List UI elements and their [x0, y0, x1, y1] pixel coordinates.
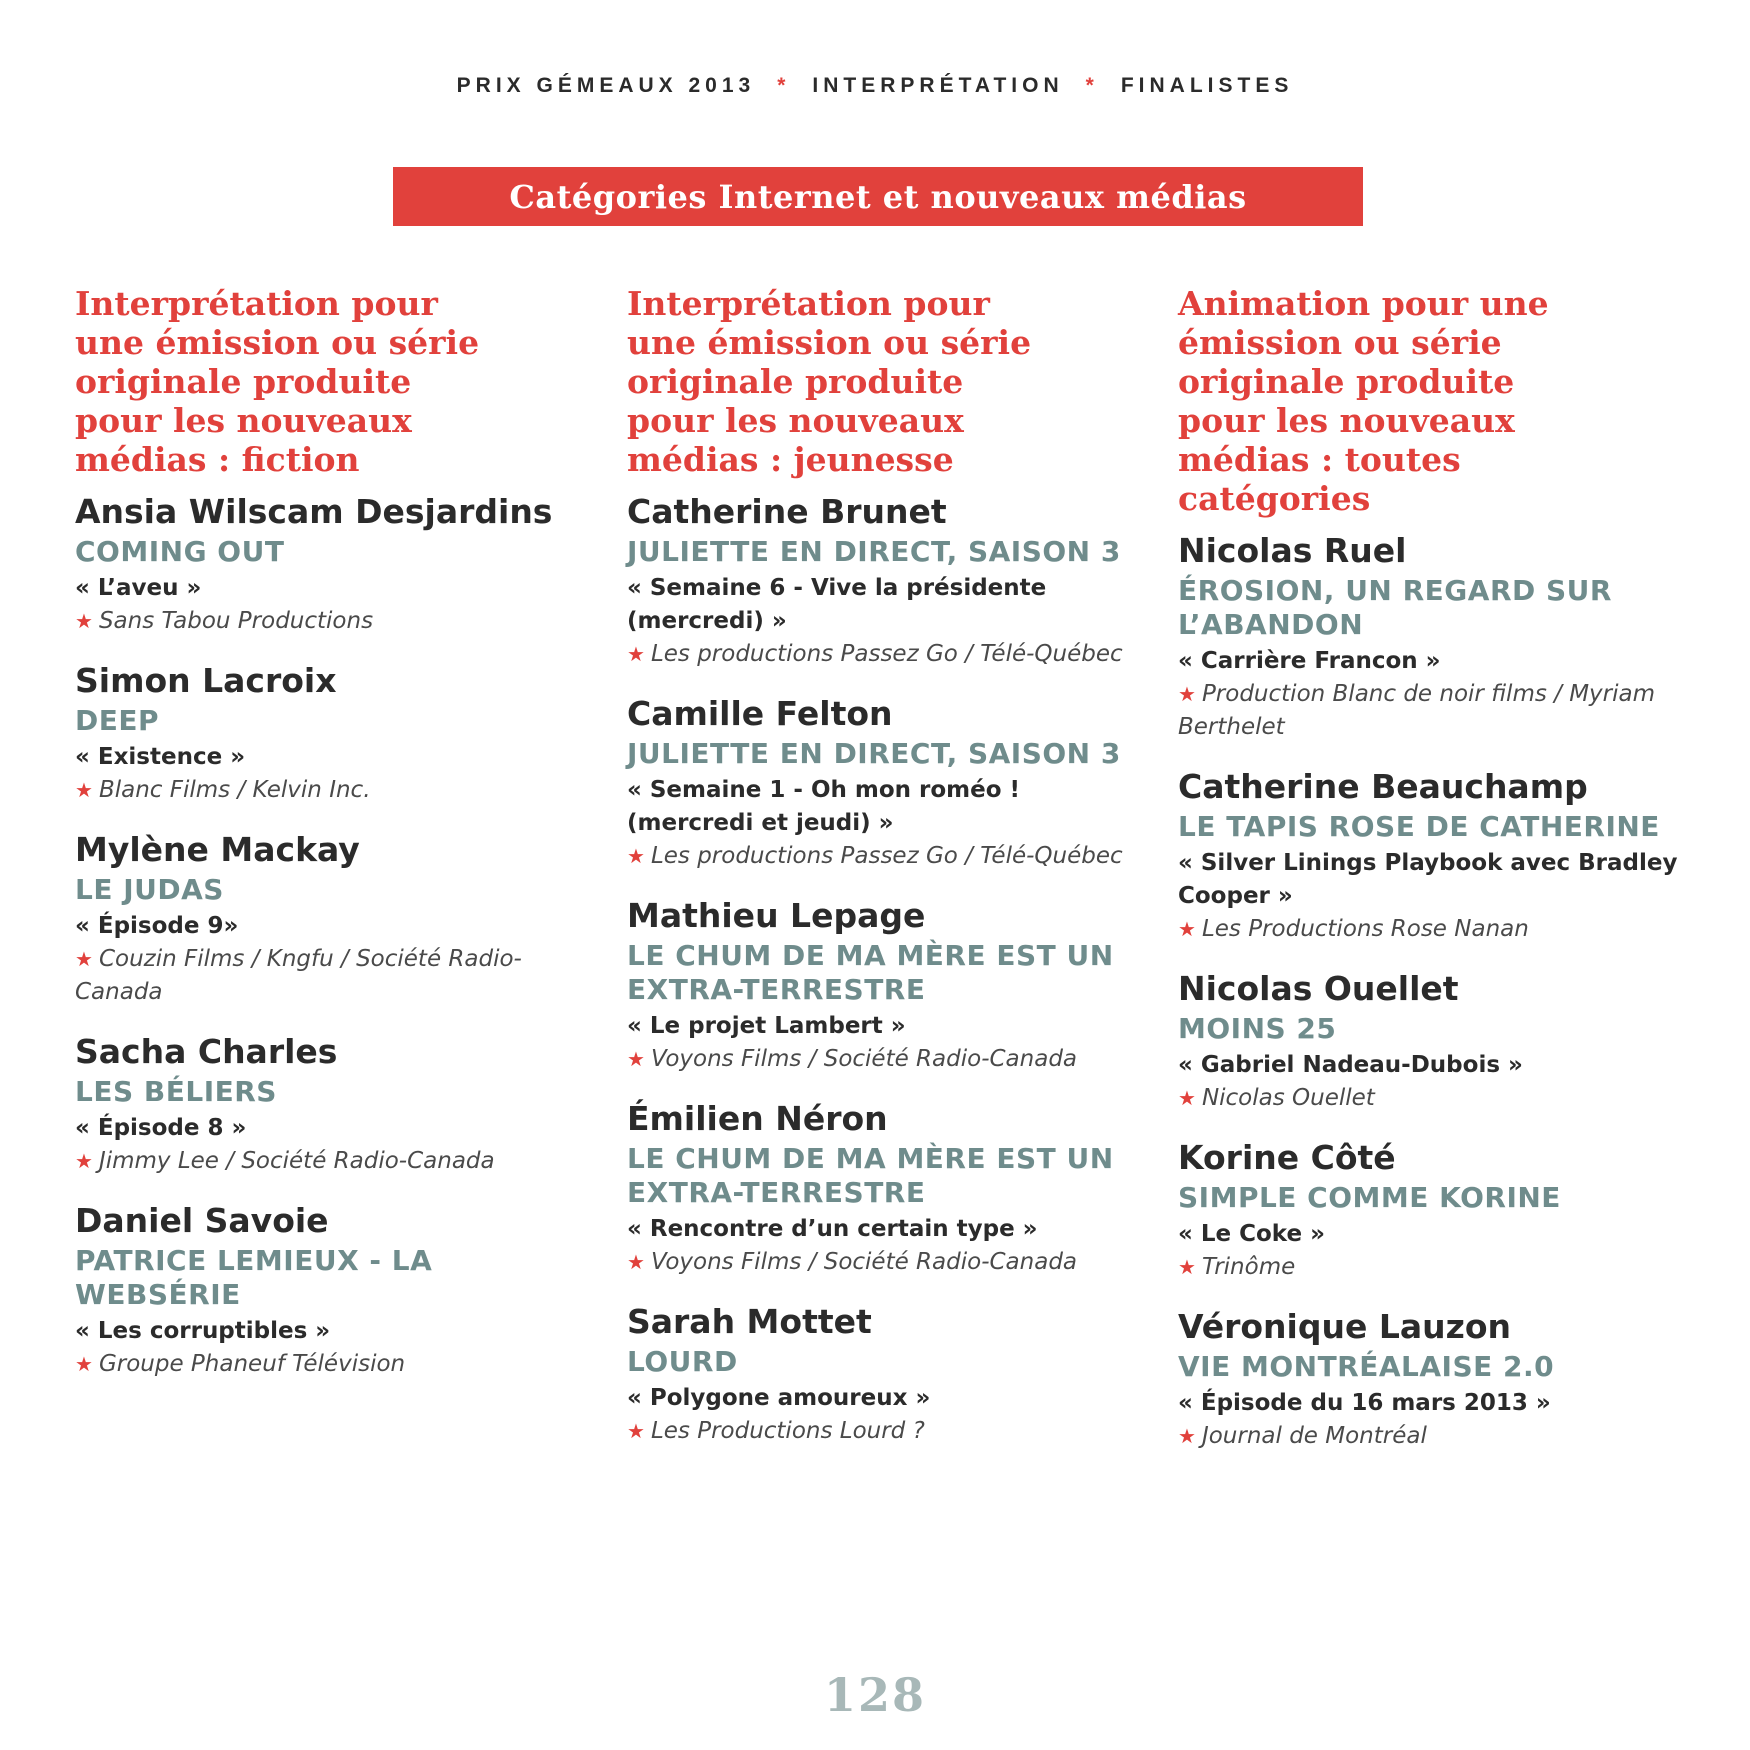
producer-line — [1178, 678, 1678, 744]
star-icon: ★ — [75, 947, 93, 971]
show-title: DEEP — [75, 704, 160, 737]
star-icon: ★ — [1178, 1255, 1196, 1279]
show-title: LOURD — [627, 1345, 738, 1378]
episode-title: « Polygone amoureux » — [627, 1385, 931, 1411]
banner-title: Catégories Internet et nouveaux médias — [509, 177, 1247, 216]
show-title: LE CHUM DE MA MÈRE EST UN EXTRA-TERRESTRE — [627, 1142, 1114, 1209]
producer-line — [627, 840, 1147, 873]
nominee-name: Catherine Brunet — [627, 492, 947, 531]
show-title: LE JUDAS — [75, 873, 224, 906]
show-title: JULIETTE EN DIRECT, SAISON 3 — [627, 535, 1121, 568]
episode-title: « Épisode 9» — [75, 913, 239, 939]
category-title: Interprétation pour une émission ou série originale produite pour les nouveaux médias : jeunesse — [627, 284, 1032, 479]
episode-title: « Semaine 1 - Oh mon roméo ! (mercredi et jeudi) » — [627, 777, 1021, 836]
star-icon: ★ — [627, 844, 645, 868]
producer-line — [75, 1145, 595, 1178]
nominee-name: Daniel Savoie — [75, 1201, 329, 1240]
show-title: ÉROSION, UN REGARD SUR L’ABANDON — [1178, 574, 1612, 641]
producer-line — [1178, 1420, 1678, 1453]
star-icon: ★ — [1178, 1086, 1196, 1110]
nominee-name: Korine Côté — [1178, 1138, 1396, 1177]
show-title: LE CHUM DE MA MÈRE EST UN EXTRA-TERRESTRE — [627, 939, 1114, 1006]
show-title: SIMPLE COMME KORINE — [1178, 1181, 1561, 1214]
nominee-name: Sacha Charles — [75, 1032, 338, 1071]
show-title: LE TAPIS ROSE DE CATHERINE — [1178, 810, 1660, 843]
category-title: Interprétation pour une émission ou série originale produite pour les nouveaux médias : fiction — [75, 284, 480, 479]
producer-line — [75, 774, 595, 807]
episode-title: « Le Coke » — [1178, 1221, 1325, 1247]
nominee-name: Simon Lacroix — [75, 661, 337, 700]
producer-name: Sans Tabou Productions — [98, 608, 374, 634]
category-banner — [393, 167, 1363, 226]
show-title: JULIETTE EN DIRECT, SAISON 3 — [627, 737, 1121, 770]
episode-title: « Le projet Lambert » — [627, 1013, 906, 1039]
producer-name: Blanc Films / Kelvin Inc. — [98, 777, 371, 803]
episode-title: « L’aveu » — [75, 575, 202, 601]
nominee-entry — [627, 1098, 1147, 1279]
episode-title: « Existence » — [75, 744, 246, 770]
star-icon: ★ — [75, 1352, 93, 1376]
star-icon: ★ — [627, 1419, 645, 1443]
producer-name: Couzin Films / Kngfu / Société Radio-Canada — [75, 946, 522, 1005]
producer-name: Les Productions Rose Nanan — [1201, 916, 1529, 942]
category-column-animation — [1178, 284, 1678, 1475]
producer-name: Voyons Films / Société Radio-Canada — [650, 1046, 1078, 1072]
producer-line — [627, 1415, 1147, 1448]
star-icon: ★ — [627, 1250, 645, 1274]
nominee-entry — [75, 1200, 595, 1381]
show-title: VIE MONTRÉALAISE 2.0 — [1178, 1350, 1555, 1383]
producer-line — [1178, 1082, 1678, 1115]
show-title: LES BÉLIERS — [75, 1075, 277, 1108]
producer-name: Les productions Passez Go / Télé-Québec — [650, 843, 1123, 869]
show-title: PATRICE LEMIEUX - LA WEBSÉRIE — [75, 1244, 433, 1311]
show-title: MOINS 25 — [1178, 1012, 1337, 1045]
star-icon: ★ — [627, 1047, 645, 1071]
nominee-name: Nicolas Ruel — [1178, 531, 1407, 570]
nominee-entry — [1178, 530, 1678, 744]
nominee-entry — [627, 491, 1147, 671]
nominee-entry — [75, 491, 595, 638]
producer-name: Les Productions Lourd ? — [650, 1418, 925, 1444]
producer-line — [627, 1043, 1147, 1076]
nominee-entry — [75, 829, 595, 1009]
episode-title: « Les corruptibles » — [75, 1318, 331, 1344]
producer-line — [75, 605, 595, 638]
producer-name: Groupe Phaneuf Télévision — [98, 1351, 406, 1377]
star-icon: ★ — [1178, 682, 1196, 706]
producer-name: Journal de Montréal — [1201, 1423, 1427, 1449]
star-icon: * — [1085, 74, 1099, 97]
producer-name: Jimmy Lee / Société Radio-Canada — [98, 1148, 495, 1174]
show-title: COMING OUT — [75, 535, 285, 568]
header-section: INTERPRÉTATION — [812, 74, 1064, 97]
star-icon: ★ — [1178, 917, 1196, 941]
nominee-name: Nicolas Ouellet — [1178, 969, 1459, 1008]
producer-name: Production Blanc de noir films / Myriam Berthelet — [1178, 681, 1655, 740]
producer-line — [1178, 913, 1678, 946]
producer-line — [75, 943, 595, 1009]
header-status: FINALISTES — [1120, 74, 1294, 97]
episode-title: « Gabriel Nadeau-Dubois » — [1178, 1052, 1523, 1078]
episode-title: « Rencontre d’un certain type » — [627, 1216, 1038, 1242]
nominee-entry — [1178, 968, 1678, 1115]
episode-title: « Semaine 6 - Vive la présidente (mercredi) » — [627, 575, 1047, 634]
nominee-entry — [1178, 1306, 1678, 1453]
producer-name: Nicolas Ouellet — [1201, 1085, 1375, 1111]
nominee-name: Émilien Néron — [627, 1099, 888, 1138]
producer-line — [627, 1246, 1147, 1279]
category-title: Animation pour une émission ou série originale produite pour les nouveaux médias : toutes catégories — [1178, 284, 1549, 518]
producer-line — [1178, 1251, 1678, 1284]
category-column-fiction — [75, 284, 595, 1403]
nominee-entry — [627, 1301, 1147, 1448]
header-event: PRIX GÉMEAUX 2013 — [456, 74, 756, 97]
star-icon: ★ — [75, 778, 93, 802]
star-icon: ★ — [1178, 1424, 1196, 1448]
episode-title: « Épisode du 16 mars 2013 » — [1178, 1390, 1551, 1416]
episode-title: « Épisode 8 » — [75, 1115, 247, 1141]
nominee-name: Véronique Lauzon — [1178, 1307, 1512, 1346]
nominee-entry — [75, 660, 595, 807]
producer-line — [75, 1348, 595, 1381]
nominee-name: Catherine Beauchamp — [1178, 767, 1588, 806]
star-icon: * — [777, 74, 791, 97]
nominee-entry — [1178, 1137, 1678, 1284]
producer-name: Les productions Passez Go / Télé-Québec — [650, 641, 1123, 667]
nominee-entry — [627, 693, 1147, 873]
nominee-name: Mylène Mackay — [75, 830, 360, 869]
producer-line — [627, 638, 1147, 671]
nominee-name: Ansia Wilscam Desjardins — [75, 492, 553, 531]
nominee-entry — [627, 895, 1147, 1076]
producer-name: Voyons Films / Société Radio-Canada — [650, 1249, 1078, 1275]
nominee-entry — [1178, 766, 1678, 946]
running-header — [0, 74, 1750, 98]
star-icon: ★ — [627, 642, 645, 666]
nominee-name: Sarah Mottet — [627, 1302, 872, 1341]
nominee-name: Mathieu Lepage — [627, 896, 926, 935]
star-icon: ★ — [75, 1149, 93, 1173]
episode-title: « Silver Linings Playbook avec Bradley Cooper » — [1178, 850, 1678, 909]
category-column-jeunesse — [627, 284, 1147, 1470]
star-icon: ★ — [75, 609, 93, 633]
page-number: 128 — [823, 1668, 927, 1722]
nominee-name: Camille Felton — [627, 694, 893, 733]
episode-title: « Carrière Francon » — [1178, 648, 1441, 674]
producer-name: Trinôme — [1201, 1254, 1296, 1280]
nominee-entry — [75, 1031, 595, 1178]
